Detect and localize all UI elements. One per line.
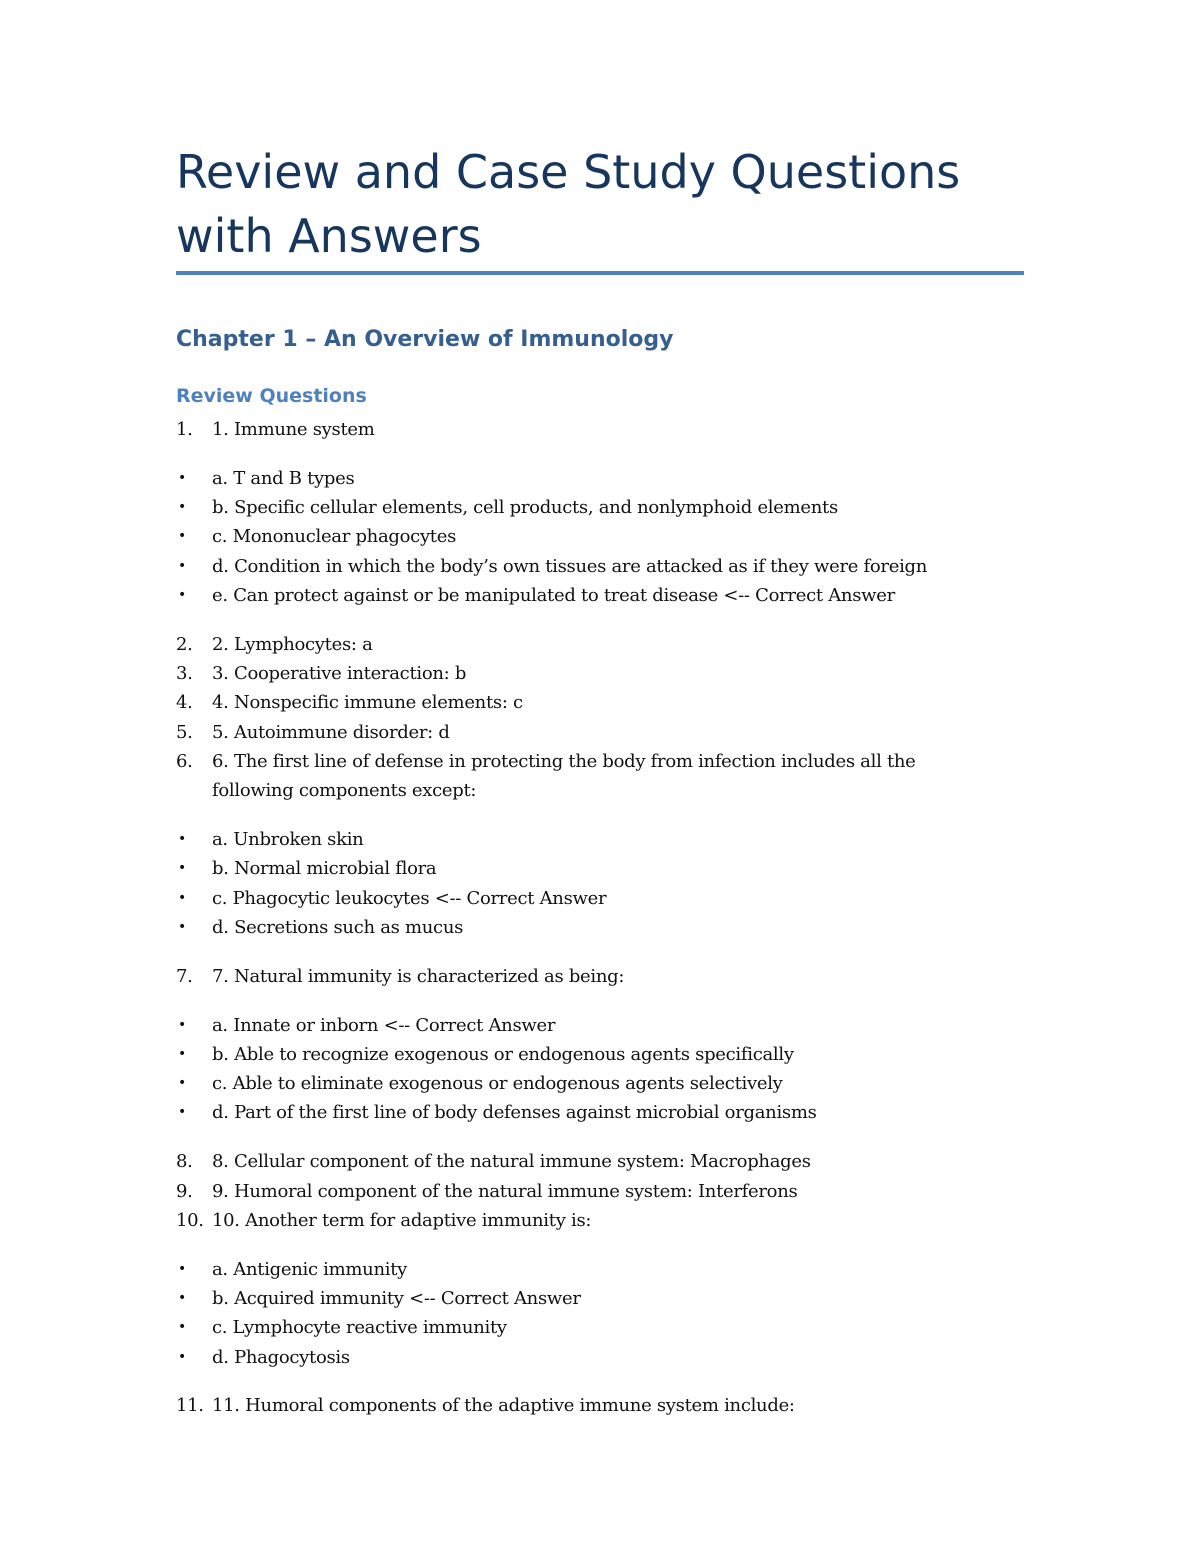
item-text: 10. Another term for adaptive immunity is: xyxy=(212,1209,592,1231)
bullet-icon: • xyxy=(178,1289,186,1306)
bullet-icon: • xyxy=(178,1104,186,1121)
item-number: 8. xyxy=(176,1151,193,1173)
item-text: 2. Lymphocytes: a xyxy=(212,633,373,655)
bullet-icon: • xyxy=(178,1348,186,1365)
item-number: 10. xyxy=(176,1209,204,1231)
numbered-item xyxy=(0,415,1200,444)
bullet-icon: • xyxy=(178,1260,186,1277)
bullet-item xyxy=(0,913,1200,942)
bullet-icon: • xyxy=(178,1319,186,1336)
bullet-item xyxy=(0,552,1200,581)
bullet-icon: • xyxy=(178,1016,186,1033)
numbered-item xyxy=(0,1177,1200,1206)
option-text: d. Secretions such as mucus xyxy=(212,916,464,938)
bullet-item xyxy=(0,464,1200,493)
option-text: a. Unbroken skin xyxy=(212,829,364,851)
option-text: e. Can protect against or be manipulated to treat disease <-- Correct Answer xyxy=(212,584,895,606)
bullet-item xyxy=(0,1011,1200,1040)
bullet-item xyxy=(0,884,1200,913)
bullet-item xyxy=(0,493,1200,522)
bullet-icon: • xyxy=(178,528,186,545)
numbered-item xyxy=(0,659,1200,688)
numbered-item xyxy=(0,718,1200,747)
option-text: b. Specific cellular elements, cell products, and nonlymphoid elements xyxy=(212,497,838,519)
numbered-item xyxy=(0,1391,1200,1420)
bullet-item xyxy=(0,1255,1200,1284)
bullet-item xyxy=(0,1284,1200,1313)
option-text: a. Innate or inborn <-- Correct Answer xyxy=(212,1014,556,1036)
bullet-item xyxy=(0,522,1200,551)
bullet-item xyxy=(0,1098,1200,1127)
item-number: 11. xyxy=(176,1395,204,1417)
item-text: 8. Cellular component of the natural immune system: Macrophages xyxy=(212,1151,811,1173)
item-text: 1. Immune system xyxy=(212,419,375,440)
bullet-icon: • xyxy=(178,918,186,935)
bullet-item xyxy=(0,1040,1200,1069)
document-title: Review and Case Study Questions with Answers xyxy=(176,145,961,263)
title-underline xyxy=(176,271,1024,275)
option-text: d. Condition in which the body’s own tissues are attacked as if they were foreign xyxy=(212,555,928,577)
item-number: 6. xyxy=(176,750,193,772)
option-text: b. Able to recognize exogenous or endogenous agents specifically xyxy=(212,1043,794,1065)
numbered-item xyxy=(0,962,1200,991)
bullet-icon: • xyxy=(178,557,186,574)
option-text: c. Lymphocyte reactive immunity xyxy=(212,1317,507,1339)
numbered-item xyxy=(0,1206,1200,1235)
bullet-icon: • xyxy=(178,586,186,603)
option-text: a. Antigenic immunity xyxy=(212,1258,408,1280)
numbered-item xyxy=(0,630,1200,659)
section-heading: Review Questions xyxy=(176,385,367,407)
bullet-item xyxy=(0,854,1200,883)
option-text: c. Phagocytic leukocytes <-- Correct Answer xyxy=(212,887,607,909)
bullet-icon: • xyxy=(178,469,186,486)
option-text: a. T and B types xyxy=(212,467,355,489)
item-number: 1. xyxy=(176,419,193,440)
bullet-icon: • xyxy=(178,889,186,906)
numbered-item xyxy=(0,1147,1200,1176)
item-number: 4. xyxy=(176,692,193,714)
item-number: 5. xyxy=(176,721,193,743)
item-text: 7. Natural immunity is characterized as being: xyxy=(212,965,625,987)
option-text: d. Phagocytosis xyxy=(212,1346,350,1368)
item-text: 4. Nonspecific immune elements: c xyxy=(212,692,523,714)
bullet-icon: • xyxy=(178,1075,186,1092)
item-text: 5. Autoimmune disorder: d xyxy=(212,721,450,743)
item-number: 2. xyxy=(176,633,193,655)
bullet-icon: • xyxy=(178,860,186,877)
numbered-item xyxy=(0,688,1200,717)
bullet-item xyxy=(0,1343,1200,1372)
item-number: 7. xyxy=(176,965,193,987)
bullet-item xyxy=(0,825,1200,854)
option-text: d. Part of the first line of body defenses against microbial organisms xyxy=(212,1102,817,1124)
question-list xyxy=(0,415,1200,1421)
option-text: b. Normal microbial flora xyxy=(212,858,437,880)
option-text: c. Able to eliminate exogenous or endogenous agents selectively xyxy=(212,1073,783,1095)
item-text: 6. The first line of defense in protecting the body from infection includes all the following components except: xyxy=(212,750,916,802)
option-text: c. Mononuclear phagocytes xyxy=(212,526,457,548)
bullet-item xyxy=(0,1313,1200,1342)
item-text: 9. Humoral component of the natural immune system: Interferons xyxy=(212,1180,798,1202)
option-text: b. Acquired immunity <-- Correct Answer xyxy=(212,1287,581,1309)
bullet-item xyxy=(0,1069,1200,1098)
item-number: 3. xyxy=(176,663,193,685)
item-text: 11. Humoral components of the adaptive immune system include: xyxy=(212,1395,795,1417)
numbered-item xyxy=(0,747,1200,806)
item-number: 9. xyxy=(176,1180,193,1202)
bullet-item xyxy=(0,581,1200,610)
item-text: 3. Cooperative interaction: b xyxy=(212,663,467,685)
bullet-icon: • xyxy=(178,499,186,516)
chapter-heading: Chapter 1 – An Overview of Immunology xyxy=(176,327,674,352)
bullet-icon: • xyxy=(178,831,186,848)
bullet-icon: • xyxy=(178,1045,186,1062)
